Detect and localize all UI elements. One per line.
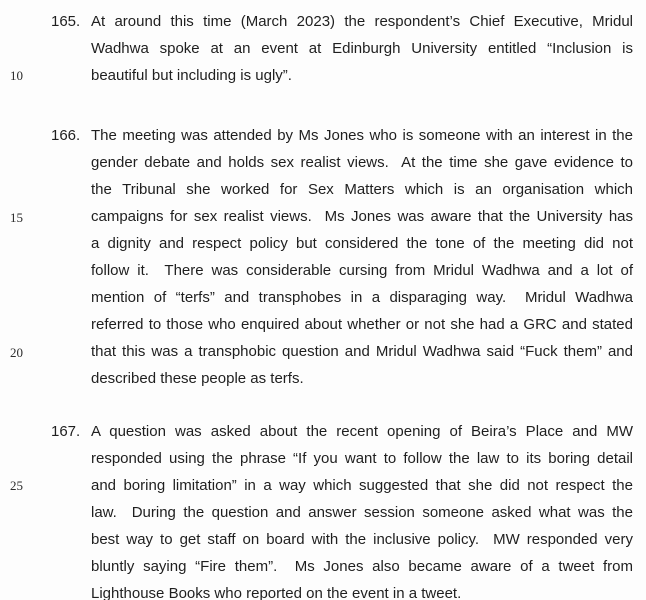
paragraph-number: 166. (51, 127, 81, 144)
text-line: the Tribunal she worked for Sex Matters which is an organisation which (91, 181, 633, 198)
text-line: follow it. There was considerable cursing from Mridul Wadhwa and a lot of (91, 262, 633, 279)
margin-line-number-25: 25 (10, 478, 23, 493)
text-line: A question was asked about the recent opening of Beira’s Place and MW (91, 423, 633, 440)
text-line: beautiful but including is ugly”. (91, 67, 292, 84)
text-line: referred to those who enquired about whether or not she had a GRC and stated (91, 316, 633, 333)
paragraph-165 (51, 8, 633, 89)
paragraph-number: 167. (51, 423, 81, 440)
text-line: At around this time (March 2023) the respondent’s Chief Executive, Mridul (91, 13, 633, 30)
text-line: a dignity and respect policy but considered the tone of the meeting did not (91, 235, 633, 252)
margin-line-number-10: 10 (10, 68, 23, 83)
paragraph-166 (51, 122, 633, 392)
text-line: mention of “terfs” and transphobes in a disparaging way. Mridul Wadhwa (91, 289, 633, 306)
text-line: Wadhwa spoke at an event at Edinburgh University entitled “Inclusion is (91, 40, 633, 57)
text-line: The meeting was attended by Ms Jones who is someone with an interest in the (91, 127, 633, 144)
text-line: best way to get staff on board with the inclusive policy. MW responded very (91, 531, 633, 548)
paragraph-number: 165. (51, 13, 81, 30)
text-line: described these people as terfs. (91, 370, 304, 387)
margin-line-number-20: 20 (10, 345, 23, 360)
text-line: and boring limitation” in a way which suggested that she did not respect the (91, 477, 633, 494)
margin-line-number-15: 15 (10, 210, 23, 225)
text-line: bluntly saying “Fire them”. Ms Jones also became aware of a tweet from (91, 558, 633, 575)
text-line: gender debate and holds sex realist views. At the time she gave evidence to (91, 154, 633, 171)
text-line: law. During the question and answer session someone asked what was the (91, 504, 633, 521)
paragraph-167 (51, 418, 633, 600)
text-line: campaigns for sex realist views. Ms Jones was aware that the University has (91, 208, 633, 225)
text-line: that this was a transphobic question and Mridul Wadhwa said “Fuck them” and (91, 343, 633, 360)
text-line: Lighthouse Books who reported on the event in a tweet. (91, 585, 462, 600)
text-line: responded using the phrase “If you want to follow the law to its boring detail (91, 450, 633, 467)
